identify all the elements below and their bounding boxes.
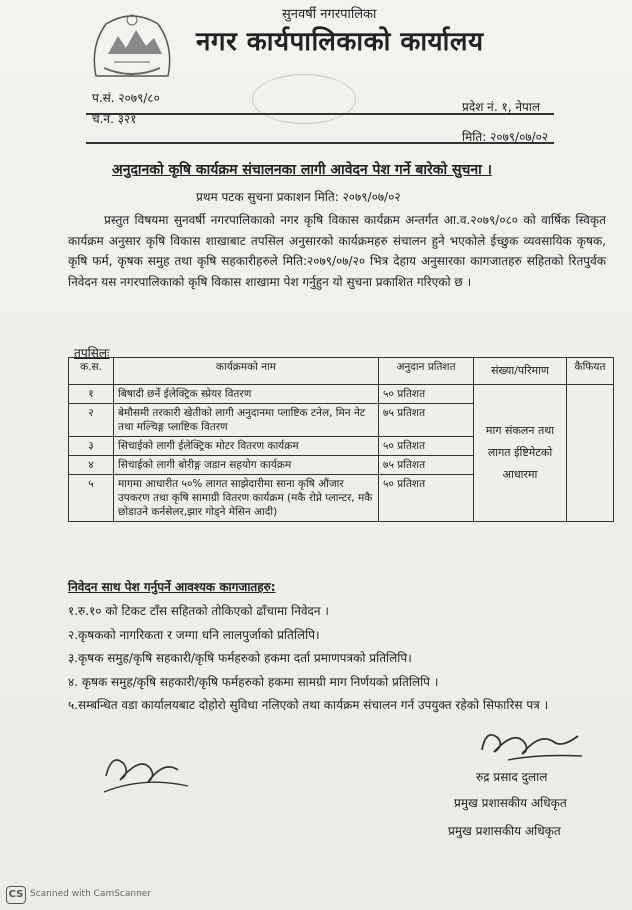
table-row bbox=[69, 385, 614, 404]
row-program-name: सिचाईको लागी बोरीङ्ग जडान सहयोग कार्यक्रम bbox=[114, 456, 379, 475]
scanner-watermark: Scanned with CamScanner bbox=[30, 889, 152, 899]
list-item: ३.कृषक समुह/कृषि सहकारी/कृषि फर्महरुको हकमा दर्ता प्रमाणपत्रको प्रतिलिपि। bbox=[68, 651, 412, 665]
row-subsidy-percent: ५० प्रतिशत bbox=[379, 475, 474, 522]
required-documents-heading: निवेदन साथ पेश गर्नुपर्ने आवश्यक कागजातहरु: bbox=[68, 580, 276, 594]
row-program-name: बेमौसमी तरकारी खेतीको लागी अनुदानमा प्लाष्टिक टनेल, मिन नेट तथा मल्चिङ्ग प्लाष्टिक वितरण bbox=[114, 404, 379, 437]
column-header-quantity: संख्या/परिमाण bbox=[474, 358, 567, 385]
dispatch-number: च.नं. ३२१ bbox=[92, 112, 137, 126]
row-program-name: बिषादी छर्ने ईलेक्ट्रिक स्प्रेयर वितरण bbox=[114, 385, 379, 404]
publication-date: प्रथम पटक सुचना प्रकाशन मिति: २०७९/०७/०२ bbox=[196, 190, 401, 204]
letter-number: प.सं. २०७९/८० bbox=[92, 91, 160, 105]
column-header-subsidy: अनुदान प्रतिशत bbox=[379, 358, 474, 385]
row-serial: ५ bbox=[69, 475, 114, 522]
row-subsidy-percent: ७५ प्रतिशत bbox=[379, 404, 474, 437]
row-serial: १ bbox=[69, 385, 114, 404]
camscanner-logo-icon: CS bbox=[6, 886, 26, 904]
handwritten-signature-icon bbox=[478, 724, 586, 764]
row-program-name: सिचाईको लागी ईलेक्ट्रिक मोटर वितरण कार्यक्रम bbox=[114, 437, 379, 456]
table-header-row bbox=[69, 358, 614, 385]
row-subsidy-percent: ५० प्रतिशत bbox=[379, 385, 474, 404]
reference-numbers bbox=[92, 88, 160, 130]
list-item: ४. कृषक समुह/कृषि सहकारी/कृषि फर्महरुको हकमा सामग्री माग निर्णयको प्रतिलिपि । bbox=[68, 674, 439, 689]
column-header-program: कार्यक्रमको नाम bbox=[114, 358, 379, 385]
row-serial: २ bbox=[69, 404, 114, 437]
signer-title: प्रमुख प्रशासकीय अधिकृत bbox=[454, 796, 567, 810]
row-serial: ३ bbox=[69, 437, 114, 456]
list-item: ५.सम्बन्धित वडा कार्यालयबाट दोहोरो सुविधा नलिएको तथा कार्यक्रम संचालन गर्न उपयुक्त रहेको सिफारिस पत्र । bbox=[68, 698, 549, 712]
notice-body: प्रस्तुत विषयमा सुनवर्षी नगरपालिकाको नगर कृषि विकास कार्यक्रम अन्तर्गत आ.व.२०७९/०८० को वार्षिक स्विकृत कार्यक्रम अनुसार कृषि विकास शाखाबाट तपसिल अनुसारको कार्यक्रमहरु संचालन हुने भएकोले ईच्छुक व्यवसायिक कृषक, कृषि फर्म, कृषक समुह तथा कृषि सहकारीहरुले मिति:२०७९/०७/२० भित्र देहाय अनुसारका कागजातहरु सहितको रितपुर्वक निवेदन यस नगरपालिकाको कृषि विकास शाखामा पेश गर्नुहुन यो सुचना प्रकाशित गरिएको छ । bbox=[68, 213, 606, 289]
quantity-note: माग संकलन तथा लागत ईष्टिमेटको आधारमा bbox=[474, 385, 567, 522]
column-header-serial: क.स. bbox=[69, 358, 114, 385]
office-title: नगर कार्यपालिकाको कार्यालय bbox=[196, 27, 484, 57]
row-subsidy-percent: ७५ प्रतिशत bbox=[379, 456, 474, 475]
handwritten-initials-icon bbox=[100, 746, 192, 798]
row-serial: ४ bbox=[69, 456, 114, 475]
required-documents-list bbox=[68, 600, 608, 718]
municipality-name: सुनवर्षी नगरपालिका bbox=[282, 7, 377, 22]
office-stamp bbox=[252, 74, 356, 124]
province-label: प्रदेश नं. १, नेपाल bbox=[462, 100, 541, 114]
remarks-cell bbox=[567, 385, 614, 522]
details-label: तपसिलः bbox=[74, 346, 110, 360]
letter-date: मिति: २०७९/०७/०२ bbox=[462, 130, 549, 144]
list-item: २.कृषकको नागरिकता र जग्गा धनि लालपुर्जाको प्रतिलिपि। bbox=[68, 627, 320, 642]
header-divider bbox=[86, 142, 554, 144]
nepal-emblem-icon bbox=[86, 6, 178, 88]
column-header-remarks: कैफियत bbox=[567, 358, 614, 385]
header-divider bbox=[86, 113, 554, 115]
list-item: १.रु.१० को टिकट टाँस सहितको तोकिएको ढाँचामा निवेदन । bbox=[68, 604, 329, 618]
signer-name: रुद्र प्रसाद दुलाल bbox=[476, 770, 548, 784]
signer-title-stamp: प्रमुख प्रशासकीय अधिकृत bbox=[448, 824, 561, 838]
row-subsidy-percent: ५० प्रतिशत bbox=[379, 437, 474, 456]
program-table bbox=[68, 357, 614, 522]
row-program-name: मागमा आधारीत ५०% लागत साझेदारीमा साना कृषि औंजार उपकरण तथा कृषि सामाग्री वितरण कार्यक्रम (मकै रोप्ने प्लान्टर, मकै छोडाउने कर्नसेलर,झार गोड्ने मेसिन आदी) bbox=[114, 475, 379, 522]
notice-subject: अनुदानको कृषि कार्यक्रम संचालनका लागी आवेदन पेश गर्ने बारेको सुचना । bbox=[112, 162, 492, 178]
